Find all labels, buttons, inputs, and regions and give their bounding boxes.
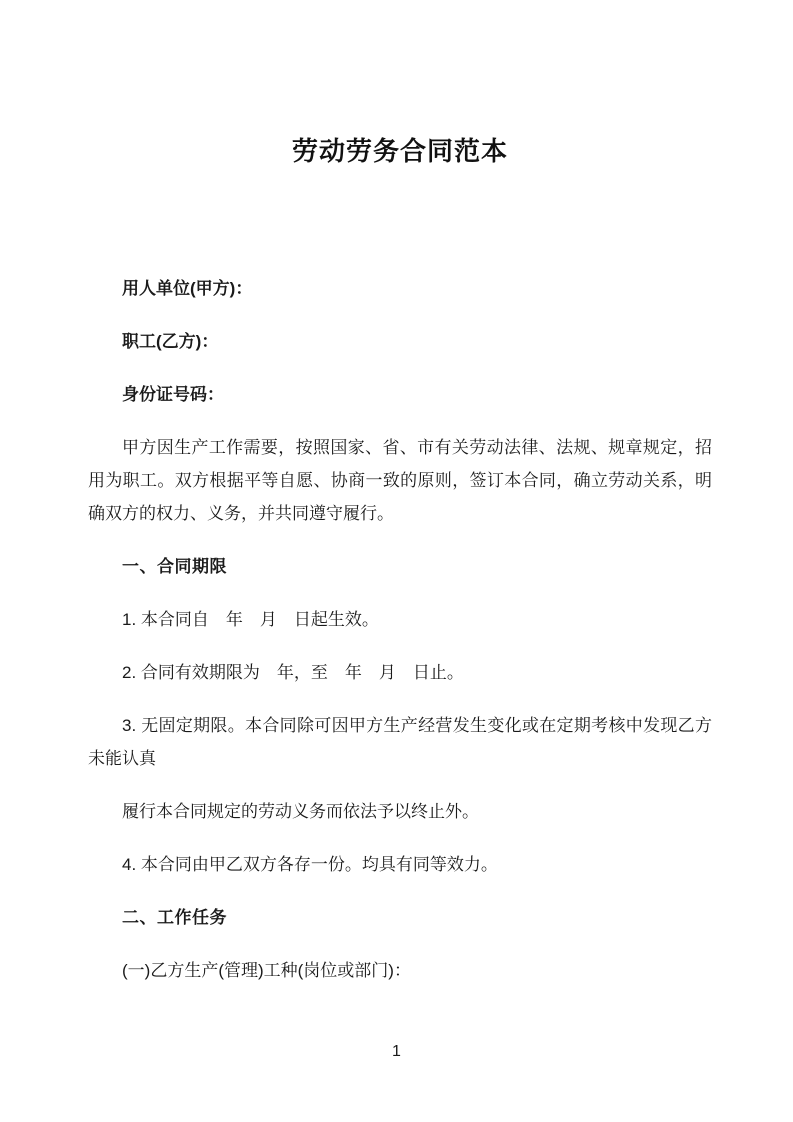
clause-2-valid-period: 2. 合同有效期限为 年，至 年 月 日止。 xyxy=(122,663,464,682)
heading-section-1-contract-term: 一、合同期限 xyxy=(122,557,227,576)
label-id-number: 身份证号码： xyxy=(122,385,224,404)
clause-job-position: (一)乙方生产(管理)工种(岗位或部门)： xyxy=(122,961,411,980)
heading-section-2-work-tasks: 二、工作任务 xyxy=(122,908,227,927)
page-number: 1 xyxy=(392,1043,401,1060)
clause-1-effective-date: 1. 本合同自 年 月 日起生效。 xyxy=(122,610,379,629)
document-title: 劳动劳务合同范本 xyxy=(291,136,508,166)
label-employer-party-a: 用人单位(甲方)： xyxy=(122,279,253,298)
clause-3-open-term-continued: 履行本合同规定的劳动义务而依法予以终止外。 xyxy=(122,802,479,821)
clause-3-open-term: 3. 无固定期限。本合同除可因甲方生产经营发生变化或在定期考核中发现乙方未能认真 xyxy=(88,716,712,768)
clause-4-copies: 4. 本合同由甲乙双方各存一份。均具有同等效力。 xyxy=(122,855,498,874)
label-employee-party-b: 职工(乙方)： xyxy=(122,332,219,351)
paragraph-preamble: 甲方因生产工作需要，按照国家、省、市有关劳动法律、法规、规章规定，招用为职工。双方根据平等自愿、协商一致的原则，签订本合同，确立劳动关系，明确双方的权力、义务，并共同遵守履行。 xyxy=(88,438,712,523)
